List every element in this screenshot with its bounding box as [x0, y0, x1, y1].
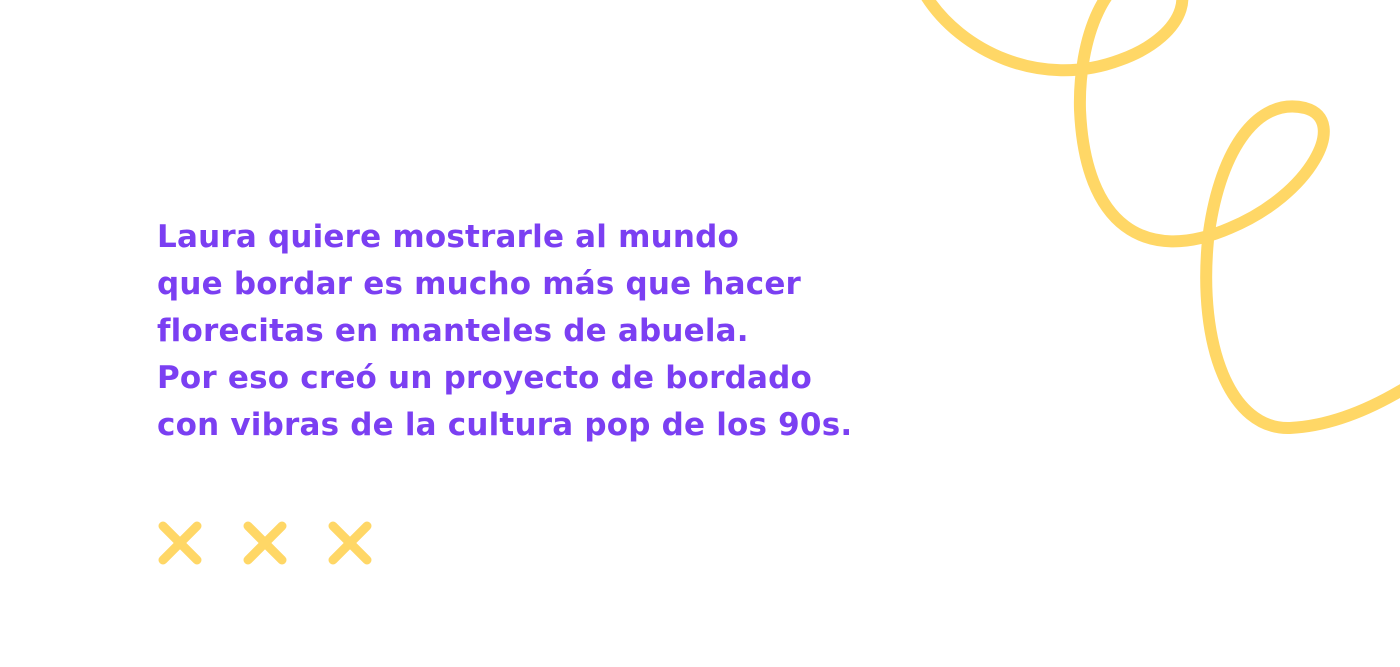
intro-statement: [157, 214, 877, 449]
cross-stitch-icon: [327, 520, 373, 566]
cross-stitch-icon: [242, 520, 288, 566]
statement-line-3: florecitas en manteles de abuela.: [157, 313, 749, 349]
statement-line-2: que bordar es mucho más que hacer: [157, 266, 802, 302]
cross-stitch-icon: [157, 520, 203, 566]
statement-line-5: con vibras de la cultura pop de los 90s.: [157, 407, 853, 443]
looping-thread-icon: [900, 0, 1400, 450]
statement-line-4: Por eso creó un proyecto de bordado: [157, 360, 813, 396]
statement-line-1: Laura quiere mostrarle al mundo: [157, 219, 740, 255]
cross-stitch-marks: [157, 520, 373, 566]
